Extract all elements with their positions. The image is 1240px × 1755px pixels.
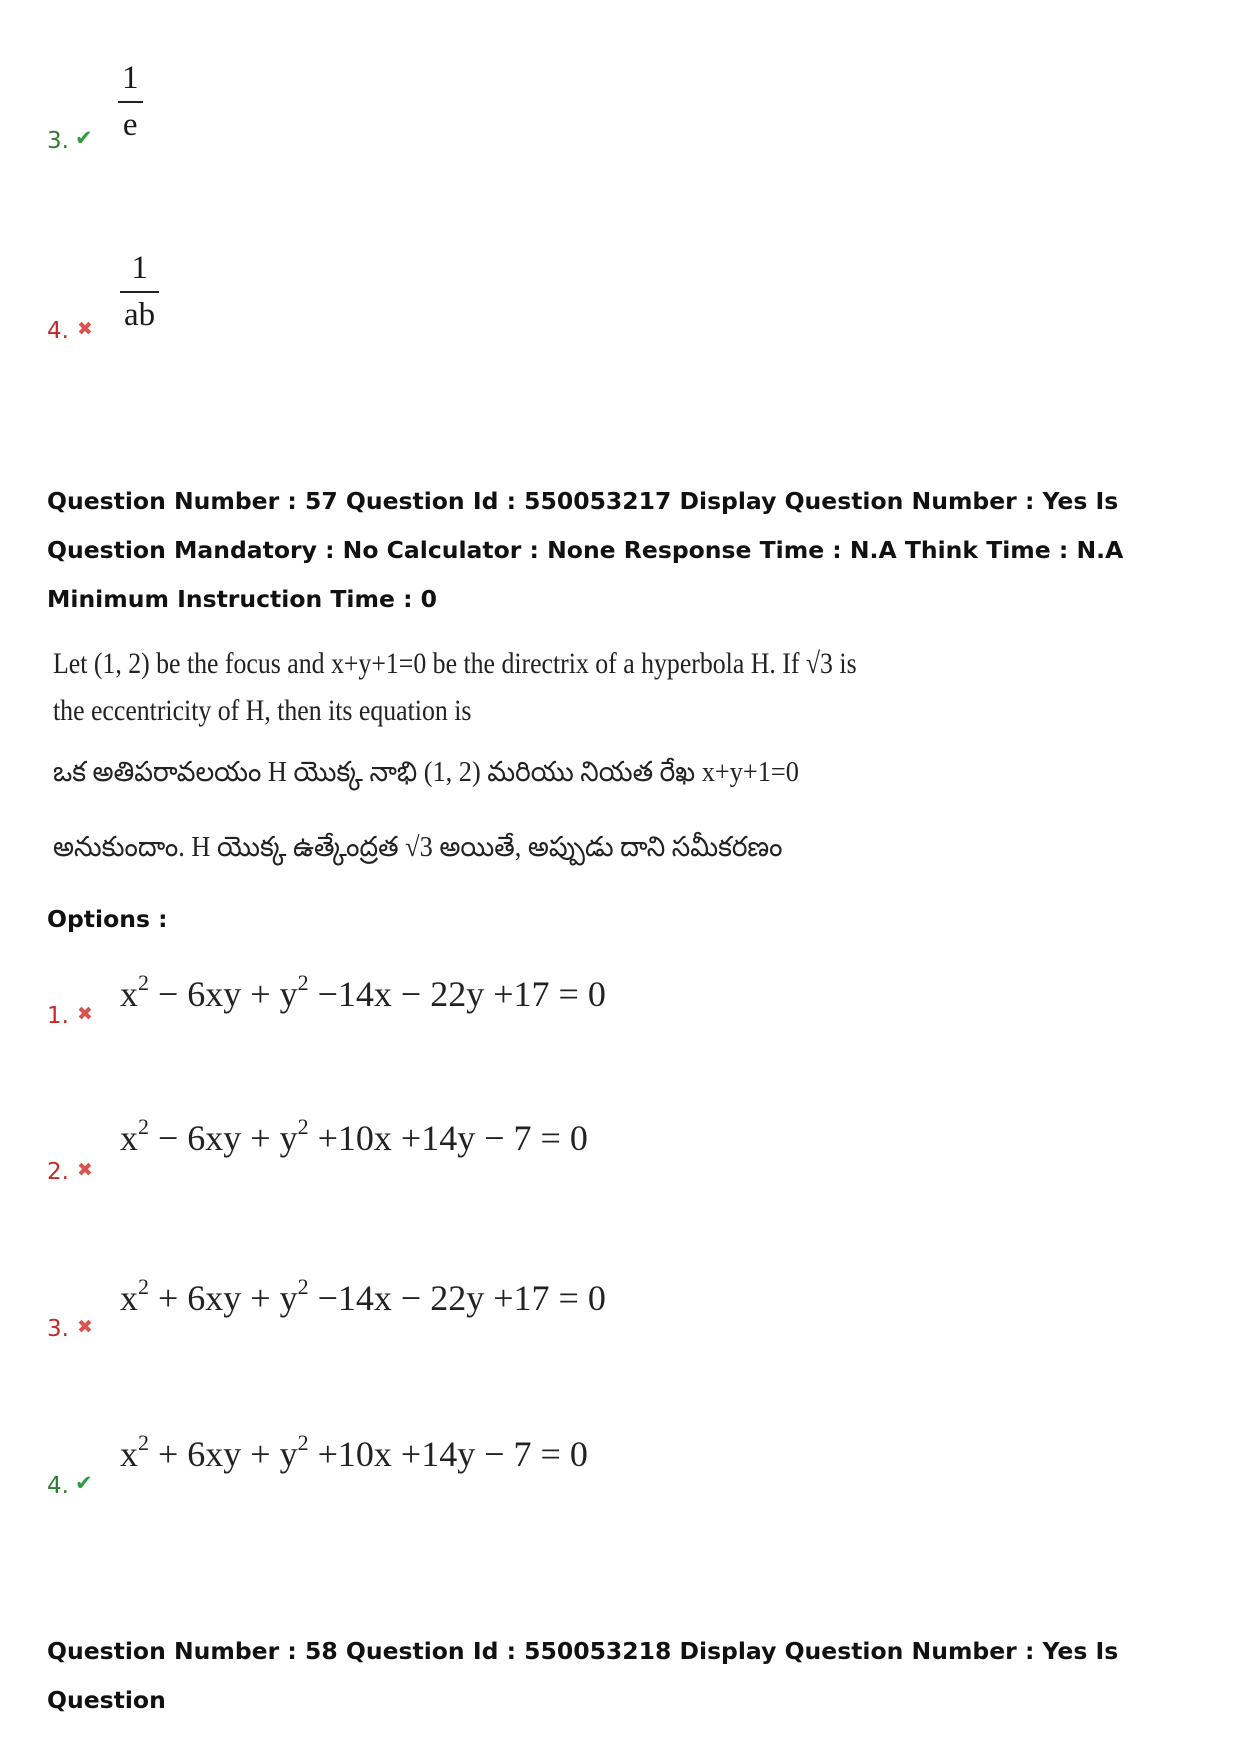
fraction: [118, 62, 143, 142]
check-icon: ✔: [75, 1471, 93, 1495]
option-number: 4.: [47, 1473, 69, 1499]
option-number: 3.: [47, 128, 69, 154]
cross-icon: ✖: [77, 1159, 93, 1181]
option-equation: $x^2 + 6xy + y^2 +10x +14y - 7 = 0$: [120, 1430, 588, 1474]
fraction-denominator: ab: [120, 291, 159, 332]
question-text-te-1: ఒక అతిపరావలయం H యొక్క నాభి (1, 2) మరియు నియత రేఖ x+y+1=0: [53, 757, 799, 788]
option-number: 3.: [47, 1316, 69, 1342]
option-number: 1.: [47, 1003, 69, 1029]
options-label: Options :: [47, 905, 168, 933]
fraction-numerator: 1: [131, 250, 148, 286]
question-text-en-2: the eccentricity of H, then its equation is: [53, 694, 472, 727]
fraction-denominator: e: [118, 101, 143, 142]
question-57-meta: Question Number : 57 Question Id : 550053217 Display Question Number : Yes Is Question Mandatory : No Calculator : None Response Time : N.A Think Time : N.A Minimum Instruction Time : 0: [47, 487, 1124, 613]
fraction-numerator: 1: [122, 60, 139, 96]
option-equation: $x^2 - 6xy + y^2 -14x - 22y +17 = 0$: [120, 970, 606, 1014]
fraction: [120, 252, 159, 332]
question-text-en-1: Let (1, 2) be the focus and x+y+1=0 be the directrix of a hyperbola H. If √3 is: [53, 647, 857, 680]
option-number: 4.: [47, 318, 69, 344]
question-text-te-2: అనుకుందాం. H యొక్క ఉత్కేంద్రత √3 అయితే, అప్పుడు దాని సమీకరణం: [53, 832, 783, 863]
check-icon: ✔: [75, 126, 93, 150]
cross-icon: ✖: [77, 1316, 93, 1338]
option-number: 2.: [47, 1159, 69, 1185]
cross-icon: ✖: [77, 1003, 93, 1025]
option-equation: $x^2 + 6xy + y^2 -14x - 22y +17 = 0$: [120, 1274, 606, 1318]
cross-icon: ✖: [77, 318, 93, 340]
question-58-meta: Question Number : 58 Question Id : 550053218 Display Question Number : Yes Is Question: [47, 1637, 1119, 1714]
option-equation: $x^2 - 6xy + y^2 +10x +14y - 7 = 0$: [120, 1114, 588, 1158]
